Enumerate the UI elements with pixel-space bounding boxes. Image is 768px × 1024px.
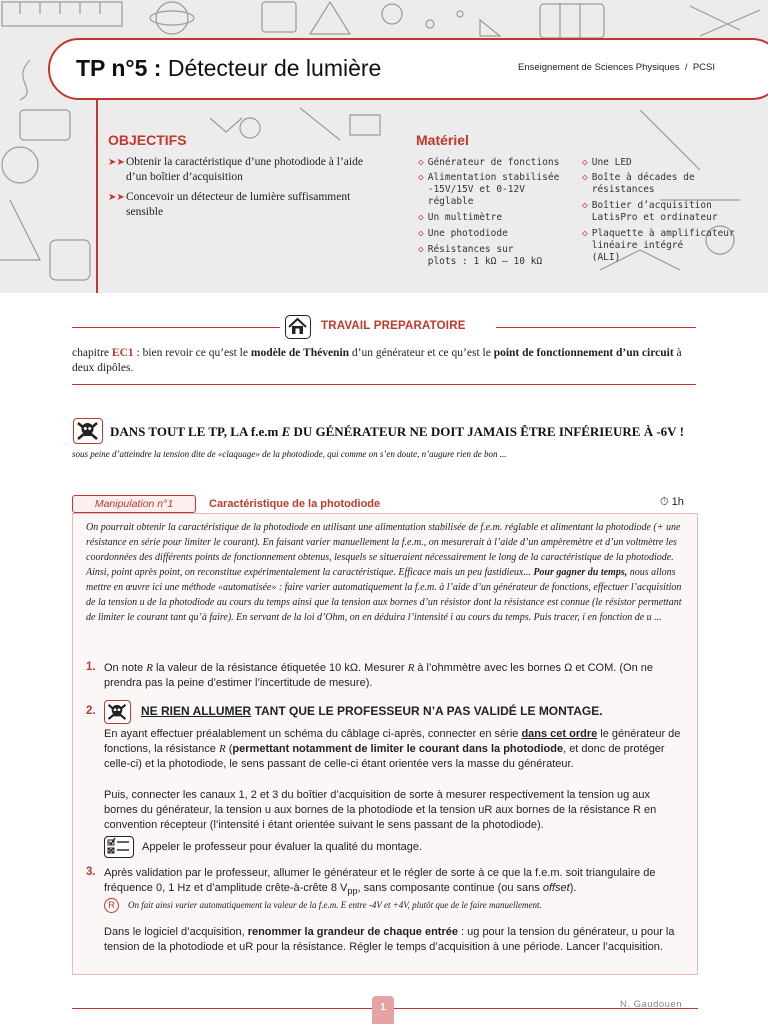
checklist-icon (104, 836, 134, 858)
prep-heading: TRAVAIL PREPARATOIRE (321, 320, 466, 332)
step-number: 1. (86, 661, 96, 673)
materiel-item: ◇ Générateur de fonctions (418, 157, 560, 168)
prep-bottom-rule (72, 384, 696, 385)
page-title (76, 55, 381, 82)
prep-text: chapitre EC1 : bien revoir ce qu’est le modèle de Thévenin d’un générateur et ce qu’est le point de fonctionnement d’un circuit à deux dipôles. (72, 347, 682, 374)
materiel-item: ◇ Boîte à décades de résistances (582, 172, 695, 195)
step-number: 3. (86, 866, 96, 878)
materiel-item: ◇ Un multimètre (418, 212, 503, 223)
house-icon (285, 315, 311, 339)
skull-icon (104, 700, 131, 724)
arrow-icon: ➤➤ (108, 157, 125, 168)
step-number: 2. (86, 705, 96, 717)
step-2-heading: NE RIEN ALLUMER TANT QUE LE PROFESSEUR N’A PAS VALIDÉ LE MONTAGE. (141, 704, 603, 718)
step-3-note: On fait ainsi varier automatiquement la valeur de la f.e.m. E entre -4V et +4V, plutôt que de le faire manuellement. (128, 900, 542, 910)
step-2-paragraph-1: En ayant effectuer préalablement un schéma du câblage ci-après, connecter en série dans cet ordre le générateur de fonctions, la résistance R (permettant notamment de limiter le courant dans la photodiode, et donc de protéger celle-ci) et la photodiode, le sens passant de celle-ci étant orientée vers la masse du générateur. (104, 728, 681, 770)
arrow-icon: ➤➤ (108, 192, 125, 203)
diamond-icon: ◇ (582, 228, 588, 239)
objectifs-heading: OBJECTIFS (108, 132, 187, 148)
step-3-text: Après validation par le professeur, allumer le générateur et le régler de sorte à ce que la f.e.m. soit triangulaire de fréquence 0, 1 Hz et d’amplitude crête-à-crête 8 $V_{pp}$, sans composante continue (ou sans offset). (104, 867, 656, 897)
timer-icon: ⏱ (660, 496, 669, 508)
tp-title: Détecteur de lumière (167, 55, 382, 81)
materiel-item: ◇ Boîtier d’acquisition LatisPro et ordinateur (582, 200, 718, 223)
materiel-item: ◇ Plaquette à amplificateur linéaire intégré (ALI) (582, 228, 735, 263)
step-2-call-professor: Appeler le professeur pour évaluer la qualité du montage. (142, 841, 423, 853)
diamond-icon: ◇ (582, 172, 588, 183)
remark-icon: R (104, 898, 119, 913)
materiel-item: ◇ Une LED (582, 157, 632, 168)
diamond-icon: ◇ (582, 200, 588, 211)
header-vertical-rule (96, 100, 98, 293)
objectif-text: Obtenir la caractéristique d’une photodiode à l’aide d’un boîtier d’acquisition (126, 156, 363, 183)
author: N. Gaudouen (620, 999, 683, 1010)
prep-rule-right (496, 327, 696, 328)
chapter-ref: EC1 (111, 347, 134, 359)
diamond-icon: ◇ (418, 212, 424, 223)
footer-rule-left (72, 1008, 372, 1009)
course-separator: / (684, 62, 688, 73)
manip-tag: Manipulation n°1 (72, 495, 196, 513)
manip-intro: On pourrait obtenir la caractéristique de la photodiode en utilisant une alimentation stabilisée de f.e.m. réglable et alimentant la photodiode (+ une résistance en série pour limiter le courant). En faisant varier manuellement la f.e.m., on mesurerait à l’aide d’un ampèremètre et d’un voltmètre les coordonnées des différents points de fonctionnement obtenus, lesquels se situeraient nécessairement le long de la caractéristique de la photodiode. Ainsi, point après point, on reconstitue expérimentalement la caractéristique. Efficace mais un peu fastidieux... Pour gagner du temps, nous allons mettre en œuvre ici une méthode «automatisée» : faire varier automatiquement la f.e.m. à l’aide d’un générateur de fonctions, effectuer l’acquisition de la tension u de la photodiode au cours du temps ainsi que la tension aux bornes d’un résistor dont la résistance est connue (le résistor permettant de limiter le courant tant qu’à faire). En servant de la loi d’Ohm, on en déduira l’intensité i au cours du temps. Puis tracer, i en fonction de u ... (86, 522, 682, 623)
materiel-heading: Matériel (416, 132, 469, 148)
diamond-icon: ◇ (418, 172, 424, 183)
course-info (518, 62, 715, 73)
course-name: Enseignement de Sciences Physiques (518, 62, 680, 73)
objectif-item-1 (108, 155, 368, 185)
step-3-paragraph: Dans le logiciel d’acquisition, renommer la grandeur de chaque entrée : ug pour la tension du générateur, u pour la tension de la photodiode et uR pour la résistance. Régler le temps d’acquisition à une période. Lancer l’acquisition. (104, 926, 675, 953)
diamond-icon: ◇ (418, 157, 424, 168)
course-level: PCSI (692, 62, 715, 73)
objectif-item-2 (108, 190, 368, 220)
manip-duration: ⏱ 1h (660, 496, 684, 508)
step-1-text: On note R la valeur de la résistance étiquetée 10 kΩ. Mesurer R à l’ohmmètre avec les bornes Ω et COM. (On ne prendra pas la peine d’estimer l’incertitude de mesure). (104, 662, 654, 689)
warning-text: DANS TOUT LE TP, LA f.e.m E DU GÉNÉRATEUR NE DOIT JAMAIS ÊTRE INFÉRIEURE À -6V ! sous peine d’atteindre la tension dite de «claquage» de la photodiode, qui comme on s’en doute, n’augure rien de bon ... (72, 424, 684, 459)
materiel-item: ◇ Résistances sur plots : 1 kΩ – 10 kΩ (418, 244, 543, 267)
diamond-icon: ◇ (582, 157, 588, 168)
prep-rule-left (72, 327, 280, 328)
tp-number: TP n°5 : (76, 55, 162, 81)
objectif-text: Concevoir un détecteur de lumière suffisamment sensible (126, 191, 351, 218)
diamond-icon: ◇ (418, 228, 424, 239)
manip-title: Caractéristique de la photodiode (209, 498, 381, 510)
diamond-icon: ◇ (418, 244, 424, 255)
materiel-item: ◇ Alimentation stabilisée -15V/15V et 0-12V réglable (418, 172, 560, 207)
step-2-paragraph-2: Puis, connecter les canaux 1, 2 et 3 du boîtier d’acquisition de sorte à mesurer respectivement la tension ug aux bornes du générateur, la tension u aux bornes de la photodiode et la tension uR aux bornes de la résistance R en convention récepteur (l’intensité i étant orientée suivant le sens passant de la photodiode). (104, 789, 657, 831)
materiel-item: ◇ Une photodiode (418, 228, 508, 239)
page-number: 1 (372, 996, 394, 1024)
